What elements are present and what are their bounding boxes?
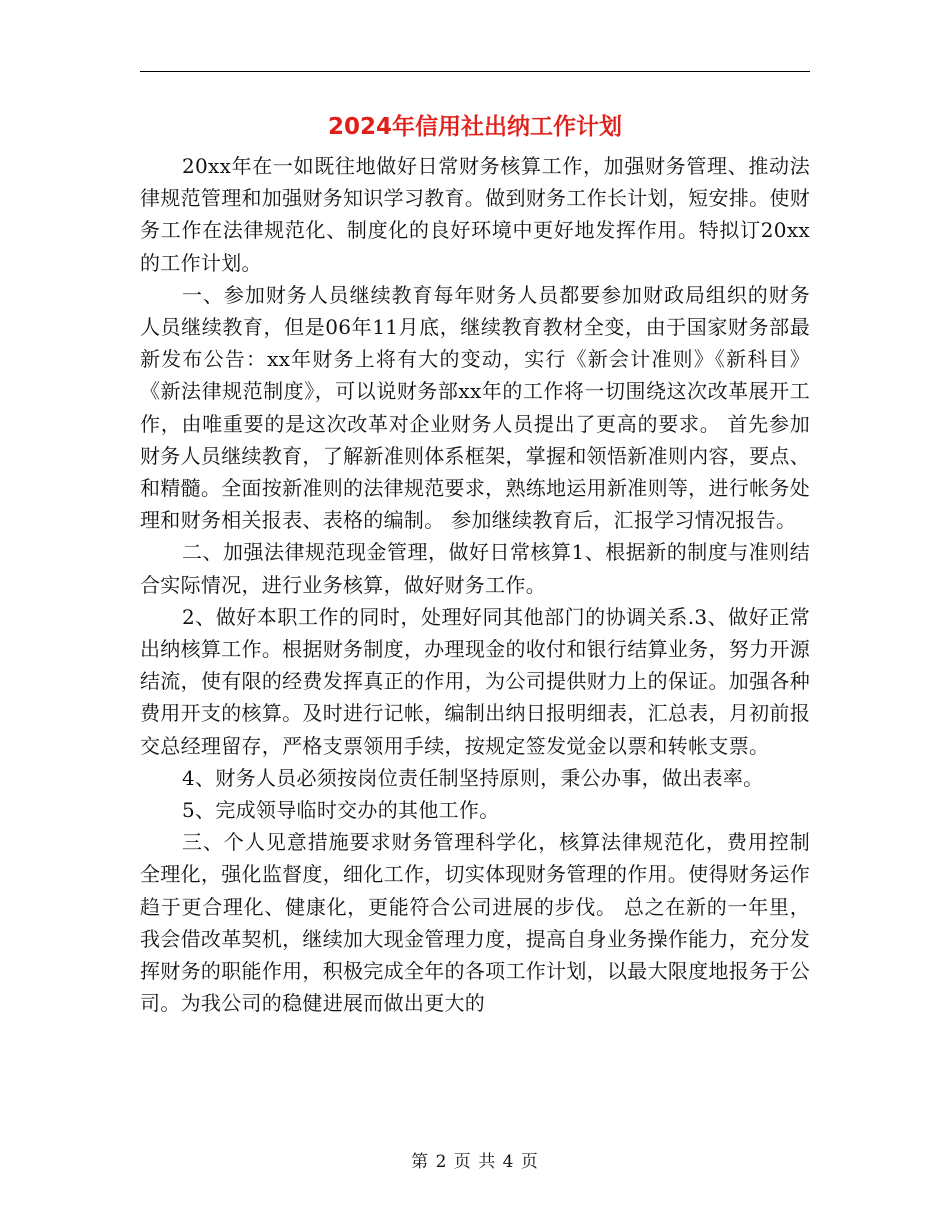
page-number-footer: 第 2 页 共 4 页	[411, 1152, 539, 1172]
paragraph-section-2: 二、加强法律规范现金管理，做好日常核算1、根据新的制度与准则结合实际情况，进行业务核算，做好财务工作。	[140, 540, 810, 597]
document-body	[140, 150, 810, 1019]
header-rule	[140, 71, 810, 72]
paragraph-intro: 20xx年在一如既往地做好日常财务核算工作，加强财务管理、推动法律规范管理和加强财务知识学习教育。做到财务工作长计划，短安排。使财务工作在法律规范化、制度化的良好环境中更好地发挥作用。特拟订20xx的工作计划。	[140, 154, 810, 275]
paragraph-item-2: 2、做好本职工作的同时，处理好同其他部门的协调关系.3、做好正常出纳核算工作。根据财务制度，办理现金的收付和银行结算业务，努力开源结流，使有限的经费发挥真正的作用，为公司提供财力上的保证。加强各种费用开支的核算。及时进行记帐，编制出纳日报明细表，汇总表，月初前报交总经理留存，严格支票领用手续，按规定签发觉金以票和转帐支票。	[140, 604, 810, 758]
paragraph-section-1: 一、参加财务人员继续教育每年财务人员都要参加财政局组织的财务人员继续教育，但是06年11月底，继续教育教材全变，由于国家财务部最新发布公告：xx年财务上将有大的变动，实行《新会计准则》《新科目》《新法律规范制度》，可以说财务部xx年的工作将一切围绕这次改革展开工作，由唯重要的是这次改革对企业财务人员提出了更高的要求。 首先参加财务人员继续教育，了解新准则体系框架，掌握和领悟新准则内容，要点、和精髓。全面按新准则的法律规范要求，熟练地运用新准则等，进行帐务处理和财务相关报表、表格的编制。 参加继续教育后，汇报学习情况报告。	[140, 282, 810, 533]
paragraph-item-4: 4、财务人员必须按岗位责任制坚持原则，秉公办事，做出表率。	[182, 765, 764, 790]
paragraph-section-3: 三、个人见意措施要求财务管理科学化，核算法律规范化，费用控制全理化，强化监督度，细化工作，切实体现财务管理的作用。使得财务运作趋于更合理化、健康化，更能符合公司进展的步伐。 总之在新的一年里，我会借改革契机，继续加大现金管理力度，提高自身业务操作能力，充分发挥财务的职能作用，积极完成全年的各项工作计划，以最大限度地报务于公司。为我公司的稳健进展而做出更大的	[140, 830, 810, 1016]
paragraph-item-5: 5、完成领导临时交办的其他工作。	[182, 798, 500, 823]
document-title: 2024年信用社出纳工作计划	[327, 114, 622, 140]
